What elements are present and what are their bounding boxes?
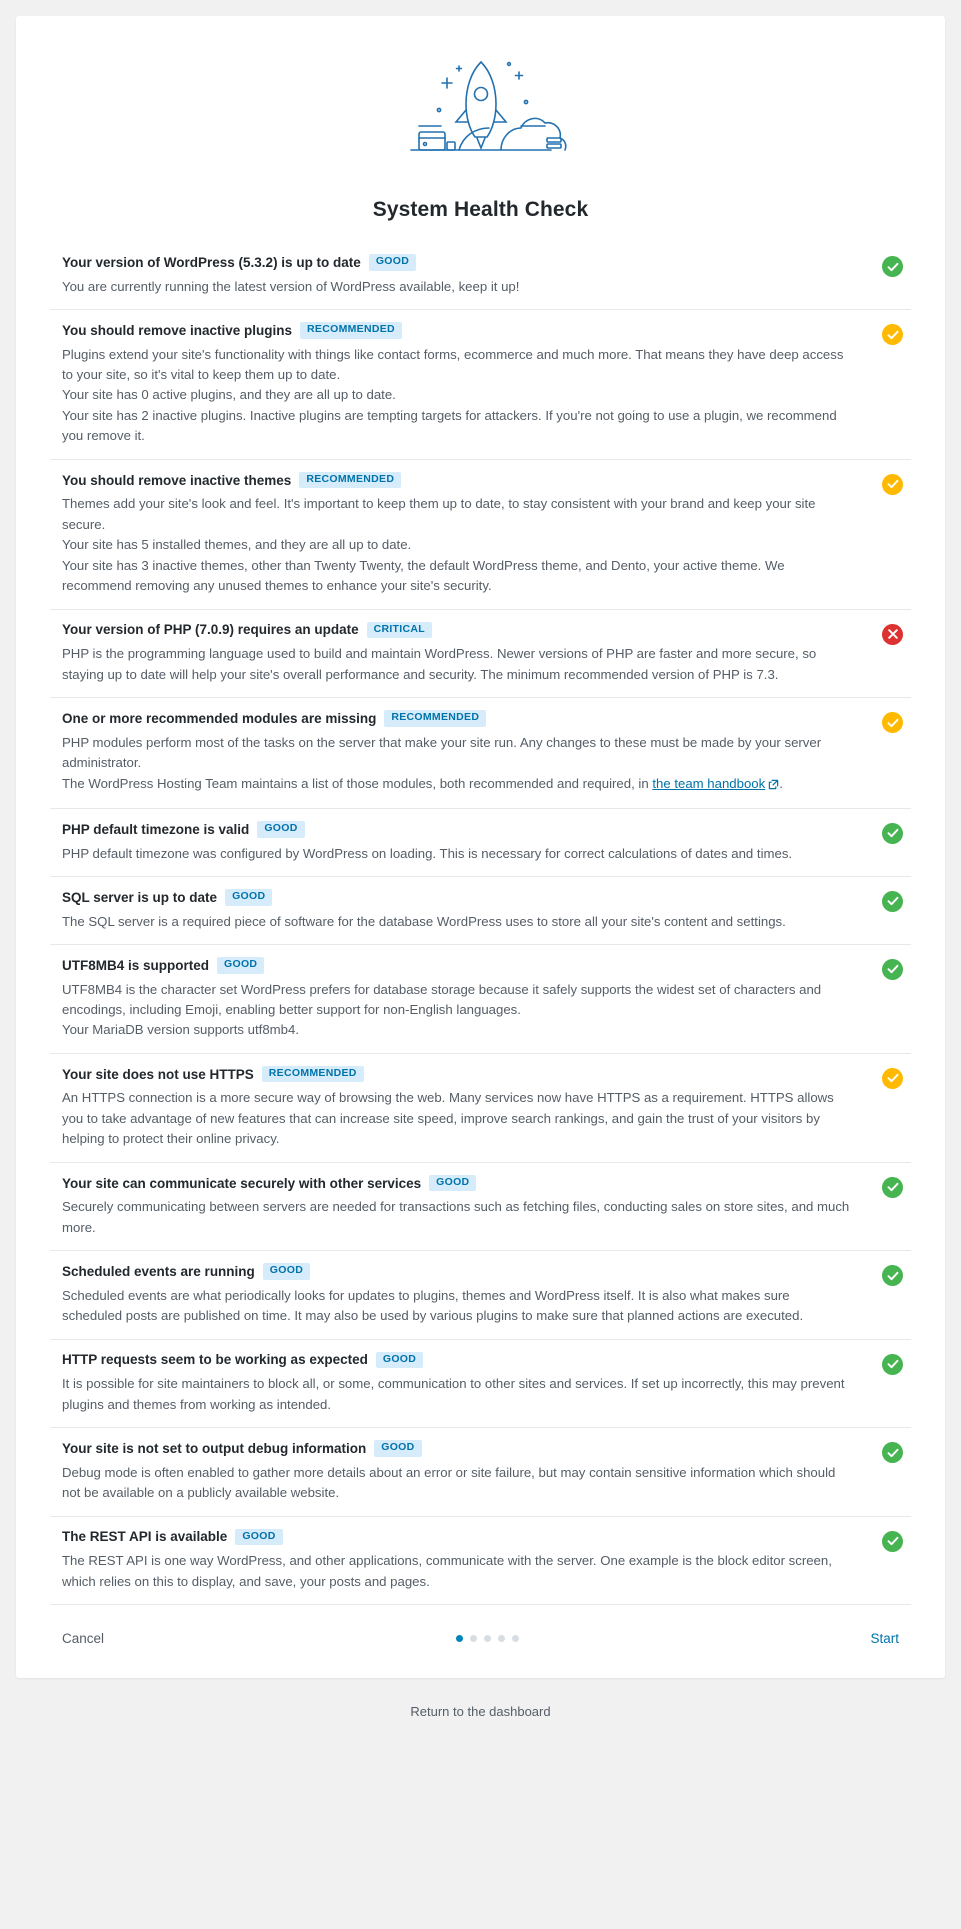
- step-dot[interactable]: [512, 1635, 519, 1642]
- health-check-header: [62, 957, 851, 974]
- health-check-item: [50, 610, 911, 698]
- health-check-paragraph: PHP is the programming language used to build and maintain WordPress. Newer versions of PHP are faster and more secure, so staying up to date will help your site's overall performance and security. The minimum recommended version of PHP is 7.3.: [62, 646, 817, 682]
- health-check-paragraph: Scheduled events are what periodically looks for updates to plugins, themes and WordPress itself. It is also what makes sure scheduled posts are published on time. It may also be used by various plugins to make sure that planned actions are executed.: [62, 1287, 804, 1324]
- check-circle-icon: [882, 1442, 903, 1463]
- warning-circle-icon: [882, 712, 903, 733]
- health-check-item: [50, 242, 911, 310]
- health-check-title: Your version of PHP (7.0.9) requires an update: [62, 622, 359, 638]
- warning-circle-icon: [882, 324, 903, 345]
- health-check-item: [50, 945, 911, 1054]
- check-circle-icon: [882, 891, 903, 912]
- status-badge: RECOMMENDED: [262, 1066, 364, 1083]
- status-badge: GOOD: [257, 821, 304, 838]
- health-check-paragraph: You are currently running the latest version of WordPress available, keep it up!: [62, 278, 520, 294]
- status-badge: GOOD: [429, 1175, 476, 1192]
- status-badge: GOOD: [217, 957, 264, 974]
- health-check-paragraph: Themes add your site's look and feel. It's important to keep them up to date, to stay consistent with your brand and keep your site secure.: [62, 496, 816, 532]
- health-check-header: [62, 472, 851, 489]
- link-suffix-text: .: [779, 775, 783, 791]
- health-check-title: PHP default timezone is valid: [62, 821, 250, 837]
- health-check-description: [62, 844, 851, 864]
- health-check-paragraph: Plugins extend your site's functionality with things like contact forms, ecommerce and much more. That means they have deep access to your site, so it's vital to keep them up to date.: [62, 346, 844, 382]
- external-link-icon: [768, 776, 779, 796]
- health-check-header: [62, 254, 851, 271]
- health-check-title: One or more recommended modules are missing: [62, 710, 377, 726]
- rocket-launch-illustration-icon: [351, 50, 611, 170]
- health-check-header: [62, 1529, 851, 1546]
- step-indicator: [456, 1635, 519, 1642]
- health-check-description: [62, 1286, 851, 1327]
- health-check-item: [50, 310, 911, 460]
- status-badge: GOOD: [263, 1263, 310, 1280]
- health-check-paragraph: Your site has 2 inactive plugins. Inactive plugins are tempting targets for attackers. If you're not going to use a plugin, we recommend you remove it.: [62, 407, 837, 444]
- step-dot[interactable]: [498, 1635, 505, 1642]
- health-check-paragraph: Your MariaDB version supports utf8mb4.: [62, 1022, 300, 1038]
- health-check-paragraph: It is possible for site maintainers to block all, or some, communication to other sites and services. If set up incorrectly, this may prevent plugins and themes from working as intended.: [62, 1376, 845, 1412]
- health-check-header: [62, 821, 851, 838]
- health-check-description: [62, 345, 851, 447]
- health-check-item: [50, 1163, 911, 1251]
- health-check-title: HTTP requests seem to be working as expected: [62, 1352, 368, 1368]
- health-check-title: Your site is not set to output debug information: [62, 1440, 367, 1456]
- health-check-paragraph-with-link: [62, 774, 851, 796]
- health-check-header: [62, 1175, 851, 1192]
- health-check-header: [62, 1263, 851, 1280]
- health-check-description: [62, 277, 851, 297]
- health-check-header: [62, 622, 851, 639]
- health-check-list: [16, 242, 945, 1605]
- status-badge: RECOMMENDED: [384, 710, 486, 727]
- health-check-item: [50, 1428, 911, 1516]
- team-handbook-link[interactable]: [652, 776, 779, 791]
- step-dot[interactable]: [456, 1635, 463, 1642]
- health-check-paragraph: Your site has 3 inactive themes, other than Twenty Twenty, the default WordPress theme, and Dento, your active theme. We recommend removing any unused themes to enhance your site's security.: [62, 557, 785, 594]
- health-check-description: [62, 733, 851, 796]
- health-check-description: [62, 1088, 851, 1149]
- health-check-item: [50, 460, 911, 610]
- status-badge: RECOMMENDED: [299, 472, 401, 489]
- return-to-dashboard-link[interactable]: Return to the dashboard: [410, 1704, 551, 1720]
- health-check-title: UTF8MB4 is supported: [62, 957, 210, 973]
- health-check-card: [16, 16, 945, 1678]
- health-check-item: [50, 809, 911, 877]
- health-check-description: [62, 1197, 851, 1238]
- check-circle-icon: [882, 1531, 903, 1552]
- health-check-title: Your site can communicate securely with other services: [62, 1175, 422, 1191]
- health-check-header: [62, 1066, 851, 1083]
- health-check-title: The REST API is available: [62, 1529, 228, 1545]
- health-check-item: [50, 1340, 911, 1428]
- health-check-paragraph: Debug mode is often enabled to gather more details about an error or site failure, but may contain sensitive information which should not be available on a publicly available website.: [62, 1464, 836, 1501]
- check-circle-icon: [882, 1265, 903, 1286]
- status-badge: GOOD: [374, 1440, 421, 1457]
- health-check-header: [62, 1352, 851, 1369]
- health-check-paragraph: The SQL server is a required piece of software for the database WordPress uses to store all your site's content and settings.: [62, 913, 786, 929]
- health-check-paragraph: Your site has 0 active plugins, and they are all up to date.: [62, 387, 396, 403]
- health-check-title: You should remove inactive themes: [62, 472, 292, 488]
- link-prefix-text: The WordPress Hosting Team maintains a list of those modules, both recommended and required, in: [62, 775, 653, 791]
- health-check-description: [62, 912, 851, 932]
- health-check-paragraph: UTF8MB4 is the character set WordPress prefers for database storage because it safely supports the widest set of characters and encodings, including Emoji, enabling better support for non-English languages.: [62, 981, 822, 1017]
- status-badge: GOOD: [235, 1529, 282, 1546]
- status-badge: GOOD: [369, 254, 416, 271]
- start-button[interactable]: Start: [870, 1631, 899, 1647]
- health-check-title: Your site does not use HTTPS: [62, 1066, 254, 1082]
- check-circle-icon: [882, 1177, 903, 1198]
- health-check-description: [62, 644, 851, 685]
- team-handbook-link-label: the team handbook: [652, 775, 766, 791]
- health-check-paragraph: An HTTPS connection is a more secure way of browsing the web. Many services now have HTTPS as a requirement. HTTPS allows you to take advantage of new features that can increase site speed, improve search rankings, and gain the trust of your visitors by helping to protect their online privacy.: [62, 1090, 834, 1147]
- health-check-title: SQL server is up to date: [62, 889, 218, 905]
- health-check-header: [62, 710, 851, 727]
- health-check-header: [62, 889, 851, 906]
- return-to-dashboard[interactable]: [16, 1678, 945, 1743]
- health-check-title: Scheduled events are running: [62, 1264, 255, 1280]
- error-circle-icon: [882, 624, 903, 645]
- warning-circle-icon: [882, 1068, 903, 1089]
- health-check-description: [62, 494, 851, 596]
- check-circle-icon: [882, 1354, 903, 1375]
- health-check-title: You should remove inactive plugins: [62, 322, 293, 338]
- health-check-description: [62, 1374, 851, 1415]
- wizard-footer: [16, 1605, 945, 1650]
- health-check-description: [62, 980, 851, 1041]
- warning-circle-icon: [882, 474, 903, 495]
- health-check-header: [62, 1440, 851, 1457]
- step-dot[interactable]: [484, 1635, 491, 1642]
- status-badge: GOOD: [376, 1352, 423, 1369]
- health-check-item: [50, 877, 911, 945]
- check-circle-icon: [882, 959, 903, 980]
- status-badge: RECOMMENDED: [300, 322, 402, 339]
- health-check-title: Your version of WordPress (5.3.2) is up to date: [62, 254, 361, 270]
- health-check-item: [50, 1251, 911, 1339]
- cancel-button[interactable]: Cancel: [62, 1631, 105, 1647]
- hero-illustration: [16, 16, 945, 180]
- health-check-paragraph: PHP modules perform most of the tasks on the server that make your site run. Any changes to these must be made by your server administrator.: [62, 734, 822, 771]
- step-dot[interactable]: [470, 1635, 477, 1642]
- health-check-paragraph: The REST API is one way WordPress, and other applications, communicate with the server. One example is the block editor screen, which relies on this to display, and save, your posts and pages.: [62, 1553, 832, 1589]
- check-circle-icon: [882, 256, 903, 277]
- status-badge: GOOD: [225, 889, 272, 906]
- health-check-description: [62, 1551, 851, 1592]
- status-badge: CRITICAL: [367, 622, 432, 639]
- health-check-item: [50, 1054, 911, 1163]
- health-check-paragraph: Your site has 5 installed themes, and they are all up to date.: [62, 537, 412, 553]
- check-circle-icon: [882, 823, 903, 844]
- page-title: System Health Check: [372, 198, 589, 221]
- health-check-item: [50, 698, 911, 809]
- health-check-item: [50, 1517, 911, 1605]
- health-check-header: [62, 322, 851, 339]
- health-check-description: [62, 1463, 851, 1504]
- health-check-paragraph: Securely communicating between servers are needed for transactions such as fetching files, conducting sales on store sites, and much more.: [62, 1199, 850, 1235]
- health-check-paragraph: PHP default timezone was configured by WordPress on loading. This is necessary for correct calculations of dates and times.: [62, 845, 793, 861]
